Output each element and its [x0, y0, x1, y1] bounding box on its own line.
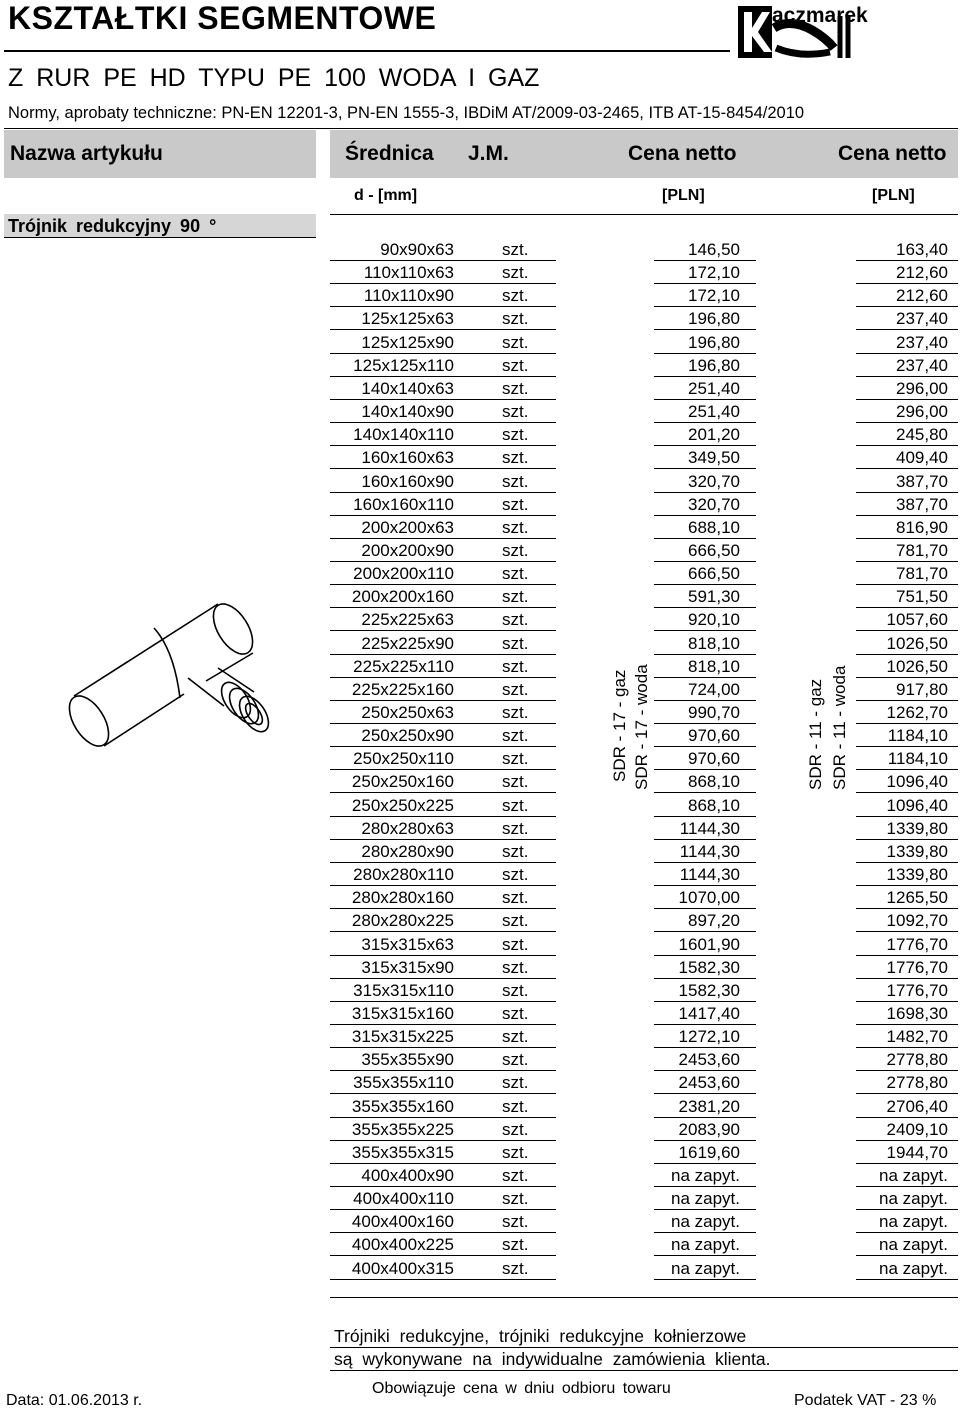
unit-cell: szt. — [502, 240, 529, 259]
table-row — [0, 446, 960, 469]
unit-cell: szt. — [502, 1142, 529, 1162]
diameter-cell: 355x355x315 — [351, 1142, 454, 1162]
price1-cell: 897,20 — [688, 911, 740, 931]
diameter-cell: 355x355x225 — [351, 1119, 454, 1139]
norms-line: Normy, aprobaty techniczne: PN-EN 12201-3, PN-EN 1555-3, IBDiM AT/2009-03-2465, ITB AT-15-8454/2010 — [8, 104, 805, 122]
col-header-name: Nazwa artykułu — [10, 142, 163, 165]
unit-cell: szt. — [502, 1258, 529, 1278]
footer-date: Data: 01.06.2013 r. — [6, 1392, 143, 1409]
diameter-cell: 125x125x90 — [361, 332, 454, 352]
table-row — [0, 493, 960, 516]
price2-cell: 2706,40 — [886, 1096, 948, 1116]
price2-cell: 816,90 — [896, 517, 948, 537]
unit-cell: szt. — [502, 494, 529, 514]
note-rule-1 — [330, 1347, 958, 1348]
category-rule — [330, 214, 958, 215]
table-row — [0, 1118, 960, 1141]
price2-cell: 296,00 — [896, 402, 948, 422]
unit-cell: szt. — [502, 425, 529, 445]
row-underline — [330, 1279, 556, 1280]
price1-cell: 349,50 — [688, 448, 740, 468]
note-rule-2 — [330, 1370, 958, 1371]
unit-cell: szt. — [502, 888, 529, 908]
price2-cell: 1184,10 — [887, 749, 948, 769]
col-header-price2: Cena netto — [838, 142, 947, 165]
diameter-cell: 250x250x110 — [353, 749, 454, 769]
table-row — [0, 354, 960, 377]
category-label: Trójnik redukcyjny 90 ° — [8, 216, 217, 236]
unit-cell: szt. — [502, 286, 529, 306]
unit-cell: szt. — [502, 633, 529, 653]
price2-cell: 1057,60 — [886, 610, 948, 630]
price1-cell: 1601,90 — [678, 934, 740, 954]
diameter-cell: 250x250x225 — [351, 795, 454, 815]
price1-unit: [PLN] — [662, 187, 705, 204]
table-row — [0, 979, 960, 1002]
table-row — [0, 1233, 960, 1256]
diameter-cell: 280x280x160 — [351, 888, 454, 908]
diameter-cell: 200x200x63 — [361, 517, 454, 537]
price2-cell: 1026,50 — [886, 633, 948, 653]
price1-cell: 1582,30 — [678, 957, 740, 977]
price2-cell: 1776,70 — [886, 980, 948, 1000]
table-row — [0, 886, 960, 909]
price1-cell: 724,00 — [688, 679, 740, 699]
diameter-cell: 355x355x90 — [361, 1050, 454, 1070]
price2-cell: 1339,80 — [886, 865, 948, 885]
diameter-cell: 250x250x63 — [361, 703, 454, 722]
diameter-cell: 200x200x160 — [351, 587, 454, 607]
diameter-cell: 200x200x90 — [361, 540, 454, 560]
price2-cell: 237,40 — [896, 355, 948, 375]
unit-cell: szt. — [502, 957, 529, 977]
unit-cell: szt. — [502, 772, 529, 792]
price2-cell: 781,70 — [896, 564, 948, 584]
table-row — [0, 539, 960, 562]
price1-cell: 666,50 — [688, 540, 740, 560]
unit-cell: szt. — [502, 564, 529, 584]
note-line-1: Trójniki redukcyjne, trójniki redukcyjne kołnierzowe — [334, 1326, 747, 1346]
table-row — [0, 794, 960, 817]
footer-vat: Podatek VAT - 23 % — [794, 1392, 937, 1409]
page-subtitle: Z RUR PE HD TYPU PE 100 WODA I GAZ — [8, 64, 540, 92]
price2-cell: 212,60 — [896, 263, 948, 283]
diameter-cell: 400x400x160 — [351, 1212, 454, 1232]
table-row — [0, 377, 960, 400]
price2-unit: [PLN] — [872, 187, 915, 204]
price1-cell: na zapyt. — [671, 1235, 740, 1255]
price2-cell: na zapyt. — [879, 1258, 948, 1278]
unit-cell: szt. — [502, 1189, 529, 1209]
price2-cell: 1096,40 — [886, 795, 948, 815]
price1-cell: 196,80 — [688, 332, 740, 352]
table-row — [0, 1048, 960, 1071]
table-row — [0, 608, 960, 631]
unit-cell: szt. — [502, 726, 529, 746]
unit-cell: szt. — [502, 980, 529, 1000]
price2-cell: 1944,70 — [886, 1142, 948, 1162]
price1-cell: 172,10 — [688, 286, 740, 306]
price2-cell: na zapyt. — [879, 1235, 948, 1255]
sdr17-gaz-label: SDR - 17 - gaz — [610, 669, 629, 782]
table-row — [0, 1025, 960, 1048]
price2-cell: na zapyt. — [879, 1212, 948, 1232]
diameter-cell: 315x315x160 — [351, 1003, 454, 1023]
diameter-cell: 200x200x110 — [353, 564, 454, 584]
price1-cell: 2453,60 — [678, 1073, 740, 1093]
unit-cell: szt. — [502, 1212, 529, 1232]
price2-cell: 245,80 — [896, 425, 948, 445]
table-row — [0, 516, 960, 539]
diameter-cell: 315x315x225 — [351, 1027, 454, 1047]
price1-cell: 1144,30 — [679, 865, 740, 885]
price1-cell: 970,60 — [688, 749, 740, 769]
price1-cell: 1070,00 — [678, 888, 740, 908]
price1-cell: 868,10 — [688, 772, 740, 792]
price2-cell: 296,00 — [896, 378, 948, 398]
unit-cell: szt. — [502, 378, 529, 398]
diameter-cell: 400x400x110 — [353, 1189, 454, 1209]
price1-cell: 2381,20 — [678, 1096, 740, 1116]
table-row — [0, 632, 960, 655]
diameter-cell: 160x160x90 — [361, 471, 454, 491]
unit-cell: szt. — [502, 911, 529, 931]
diameter-cell: 315x315x90 — [361, 957, 454, 977]
price1-cell: 251,40 — [688, 402, 740, 422]
price1-cell: 1582,30 — [678, 980, 740, 1000]
price1-cell: 920,10 — [688, 610, 740, 630]
diameter-cell: 160x160x110 — [353, 494, 454, 514]
unit-cell: szt. — [502, 841, 529, 861]
price1-cell: 1619,60 — [678, 1142, 740, 1162]
price2-cell: 1026,50 — [886, 656, 948, 676]
diameter-cell: 225x225x63 — [361, 610, 454, 630]
diameter-cell: 110x110x90 — [363, 286, 454, 306]
price2-cell: 1339,80 — [886, 841, 948, 861]
diameter-cell: 355x355x110 — [353, 1073, 454, 1093]
unit-cell: szt. — [502, 517, 529, 537]
price2-cell: 163,40 — [896, 240, 948, 259]
price2-cell: 387,70 — [896, 494, 948, 514]
price1-cell: na zapyt. — [671, 1258, 740, 1278]
price1-cell: 320,70 — [688, 471, 740, 491]
price1-cell: na zapyt. — [671, 1212, 740, 1232]
price1-cell: 868,10 — [688, 795, 740, 815]
header-rule — [4, 128, 958, 129]
price2-cell: 1482,70 — [886, 1027, 948, 1047]
sdr11-woda-label: SDR - 11 - woda — [830, 665, 849, 790]
diameter-cell: 125x125x110 — [353, 355, 454, 375]
price1-cell: 818,10 — [688, 656, 740, 676]
price1-cell: 172,10 — [688, 263, 740, 283]
unit-cell: szt. — [502, 749, 529, 769]
diameter-cell: 250x250x160 — [351, 772, 454, 792]
table-row — [0, 284, 960, 307]
unit-cell: szt. — [502, 934, 529, 954]
price1-cell: 666,50 — [688, 564, 740, 584]
price2-cell: 212,60 — [896, 286, 948, 306]
table-row — [0, 400, 960, 423]
diameter-cell: 140x140x63 — [361, 378, 454, 398]
table-row — [0, 933, 960, 956]
diameter-cell: 225x225x90 — [361, 633, 454, 653]
diameter-cell: 125x125x63 — [361, 309, 454, 329]
price2-cell: 387,70 — [896, 471, 948, 491]
price1-cell: 196,80 — [688, 355, 740, 375]
unit-cell: szt. — [502, 587, 529, 607]
unit-cell: szt. — [502, 1096, 529, 1116]
price2-cell: 1698,30 — [886, 1003, 948, 1023]
price2-cell: 2778,80 — [886, 1050, 948, 1070]
price2-cell: 1262,70 — [886, 703, 948, 722]
unit-cell: szt. — [502, 656, 529, 676]
diameter-cell: 225x225x110 — [353, 656, 454, 676]
page-title: KSZTAŁTKI SEGMENTOWE — [8, 0, 437, 36]
table-row — [0, 840, 960, 863]
unit-cell: szt. — [502, 355, 529, 375]
price2-cell: 751,50 — [896, 587, 948, 607]
diameter-cell: 280x280x90 — [361, 841, 454, 861]
table-row — [0, 307, 960, 330]
table-row — [0, 1095, 960, 1118]
kaczmarek-logo — [738, 2, 906, 62]
price1-cell: 251,40 — [688, 378, 740, 398]
diameter-unit: d - [mm] — [354, 187, 418, 204]
price2-cell: 1776,70 — [886, 934, 948, 954]
diameter-cell: 315x315x63 — [361, 934, 454, 954]
unit-cell: szt. — [502, 679, 529, 699]
footer-validity: Obowiązuje cena w dniu odbioru towaru — [372, 1380, 671, 1397]
price1-cell: 2453,60 — [678, 1050, 740, 1070]
col-header-price1: Cena netto — [628, 142, 737, 165]
table-row — [0, 1187, 960, 1210]
price1-cell: 818,10 — [688, 633, 740, 653]
price2-cell: 2409,10 — [886, 1119, 948, 1139]
table-row — [0, 261, 960, 284]
price1-cell: 320,70 — [688, 494, 740, 514]
diameter-cell: 140x140x90 — [361, 402, 454, 422]
price2-cell: na zapyt. — [879, 1166, 948, 1185]
unit-cell: szt. — [502, 865, 529, 885]
unit-cell: szt. — [502, 309, 529, 329]
table-row — [0, 1141, 960, 1164]
price1-cell: 688,10 — [688, 517, 740, 537]
unit-cell: szt. — [502, 1073, 529, 1093]
diameter-cell: 250x250x90 — [361, 726, 454, 746]
diameter-cell: 315x315x110 — [353, 980, 454, 1000]
unit-cell: szt. — [502, 703, 529, 722]
table-row — [0, 909, 960, 932]
diameter-cell: 400x400x225 — [351, 1235, 454, 1255]
price1-cell: 970,60 — [688, 726, 740, 746]
table-row — [0, 331, 960, 354]
price1-cell: 201,20 — [688, 425, 740, 445]
price1-cell: 2083,90 — [678, 1119, 740, 1139]
unit-cell: szt. — [502, 1050, 529, 1070]
unit-cell: szt. — [502, 1027, 529, 1047]
table-row — [0, 1257, 960, 1280]
price2-cell: 1184,10 — [887, 726, 948, 746]
unit-cell: szt. — [502, 1235, 529, 1255]
unit-cell: szt. — [502, 448, 529, 468]
price1-cell: 196,80 — [688, 309, 740, 329]
table-row — [0, 1210, 960, 1233]
price2-cell: 1092,70 — [886, 911, 948, 931]
price1-cell: 591,30 — [688, 587, 740, 607]
unit-cell: szt. — [502, 1119, 529, 1139]
table-row — [0, 470, 960, 493]
unit-cell: szt. — [502, 540, 529, 560]
row-underline — [856, 1279, 958, 1280]
price1-cell: 1144,30 — [679, 841, 740, 861]
table-row — [0, 817, 960, 840]
note-line-2: są wykonywane na indywidualne zamówienia klienta. — [334, 1349, 771, 1369]
table-end-rule — [330, 1297, 958, 1298]
unit-cell: szt. — [502, 610, 529, 630]
unit-cell: szt. — [502, 818, 529, 838]
top-rule — [4, 50, 730, 52]
price2-cell: 1339,80 — [886, 818, 948, 838]
diameter-cell: 110x110x63 — [363, 263, 454, 283]
diameter-cell: 160x160x63 — [361, 448, 454, 468]
diameter-cell: 400x400x315 — [351, 1258, 454, 1278]
price1-cell: 146,50 — [688, 240, 740, 259]
table-row — [0, 585, 960, 608]
diameter-cell: 140x140x110 — [353, 425, 454, 445]
price2-cell: 237,40 — [896, 332, 948, 352]
price2-cell: 1096,40 — [886, 772, 948, 792]
price2-cell: na zapyt. — [879, 1189, 948, 1209]
unit-cell: szt. — [502, 402, 529, 422]
price1-cell: 990,70 — [688, 703, 740, 722]
price1-cell: na zapyt. — [671, 1189, 740, 1209]
row-underline — [654, 1279, 756, 1280]
price2-cell: 781,70 — [896, 540, 948, 560]
diameter-cell: 90x90x63 — [380, 240, 454, 259]
svg-text:aczmarek: aczmarek — [772, 4, 868, 27]
diameter-cell: 355x355x160 — [351, 1096, 454, 1116]
table-row — [0, 1002, 960, 1025]
unit-cell: szt. — [502, 1003, 529, 1023]
unit-cell: szt. — [502, 795, 529, 815]
unit-cell: szt. — [502, 471, 529, 491]
table-row — [0, 1164, 960, 1187]
price1-cell: 1272,10 — [678, 1027, 740, 1047]
unit-cell: szt. — [502, 263, 529, 283]
table-row — [0, 1071, 960, 1094]
diameter-cell: 280x280x63 — [361, 818, 454, 838]
table-row — [0, 562, 960, 585]
table-row — [0, 863, 960, 886]
col-header-diameter: Średnica — [345, 142, 434, 165]
col-header-unit: J.M. — [468, 142, 509, 165]
table-row — [0, 655, 960, 678]
unit-cell: szt. — [502, 332, 529, 352]
diameter-cell: 225x225x160 — [351, 679, 454, 699]
price2-cell: 2778,80 — [886, 1073, 948, 1093]
diameter-cell: 280x280x110 — [353, 865, 454, 885]
price1-cell: 1144,30 — [679, 818, 740, 838]
price1-cell: 1417,40 — [678, 1003, 740, 1023]
table-row — [0, 956, 960, 979]
table-row — [0, 238, 960, 261]
sdr11-gaz-label: SDR - 11 - gaz — [806, 678, 825, 790]
price2-cell: 1776,70 — [886, 957, 948, 977]
sdr17-woda-label: SDR - 17 - woda — [632, 664, 651, 790]
diameter-cell: 280x280x225 — [351, 911, 454, 931]
price2-cell: 237,40 — [896, 309, 948, 329]
price2-cell: 1265,50 — [886, 888, 948, 908]
diameter-cell: 400x400x90 — [361, 1166, 454, 1185]
unit-cell: szt. — [502, 1166, 529, 1185]
price1-cell: na zapyt. — [671, 1166, 740, 1185]
price2-cell: 409,40 — [896, 448, 948, 468]
table-row — [0, 423, 960, 446]
price2-cell: 917,80 — [896, 679, 948, 699]
